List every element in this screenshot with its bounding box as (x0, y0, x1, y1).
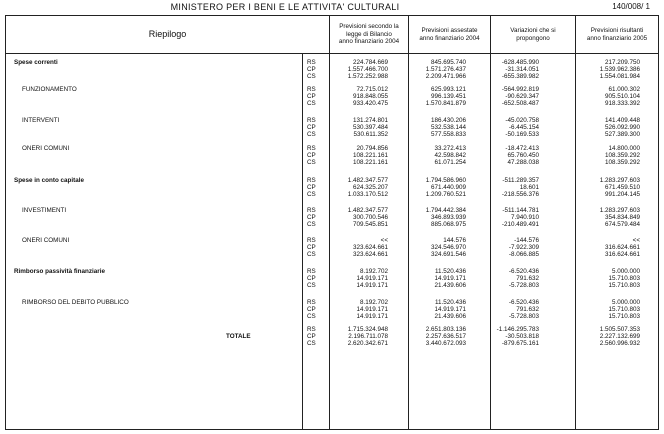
value-previsioni-assestate: 845.695.740 (430, 59, 466, 66)
value-variazioni: -5.728.803 (508, 313, 539, 321)
value-variazioni: -218.556.376 (501, 191, 539, 199)
row-code: CP (307, 124, 316, 132)
row-code: CS (307, 159, 316, 167)
ministry-title: MINISTERO PER I BENI E LE ATTIVITA' CULTURALI (170, 2, 400, 12)
header-prev-line: anno finanziario 2004 (338, 38, 400, 46)
variazioni-column (491, 54, 576, 430)
value-previsioni-risultanti: 1.283.297.603 (599, 177, 640, 184)
value-previsioni-risultanti: 526.092.990 (604, 124, 640, 132)
value-previsioni-assestate: 3.440.672.093 (425, 340, 466, 348)
value-variazioni: -45.020.758 (505, 117, 539, 124)
header-previsioni-legge (330, 16, 409, 54)
row-code: CS (307, 191, 316, 199)
value-previsioni-risultanti: 141.409.448 (604, 117, 640, 124)
section-label: FUNZIONAMENTO (22, 86, 77, 93)
value-previsioni-legge: 8.192.702 (359, 268, 388, 275)
value-previsioni-legge: 1.033.170.512 (347, 191, 388, 199)
value-previsioni-assestate: 324.546.970 (430, 244, 466, 252)
value-previsioni-risultanti: 108.359.292 (604, 152, 640, 160)
row-code: CS (307, 313, 316, 321)
row-code: CS (307, 251, 316, 259)
labels-column (6, 54, 303, 430)
value-previsioni-assestate: 532.538.144 (430, 124, 466, 132)
row-code: CP (307, 152, 316, 160)
value-variazioni: -655.389.982 (501, 73, 539, 81)
row-code: CP (307, 66, 316, 74)
value-previsioni-assestate: 186.430.206 (430, 117, 466, 124)
value-previsioni-risultanti: 2.560.996.932 (599, 340, 640, 348)
value-previsioni-risultanti: 1.554.081.984 (599, 73, 640, 81)
value-previsioni-risultanti: 991.204.145 (604, 191, 640, 199)
value-variazioni: -6.520.436 (508, 299, 539, 306)
row-code: RS (307, 117, 316, 124)
value-variazioni: 7.940.910 (510, 214, 539, 222)
value-variazioni: 65.760.450 (507, 152, 539, 160)
value-previsioni-risultanti: 5.000.000 (611, 268, 640, 275)
value-variazioni: -8.066.885 (508, 251, 539, 259)
value-variazioni: 791.632 (516, 306, 539, 314)
value-previsioni-legge: 1.715.324.948 (347, 326, 388, 333)
row-code: RS (307, 326, 316, 333)
value-variazioni: -210.489.491 (501, 221, 539, 229)
row-code: CS (307, 340, 316, 348)
value-previsioni-risultanti: 354.834.849 (604, 214, 640, 222)
value-variazioni: 791.632 (516, 275, 539, 283)
header-previsioni-risultanti (576, 16, 659, 54)
row-code: RS (307, 299, 316, 306)
value-previsioni-assestate: 11.520.436 (434, 268, 466, 275)
value-previsioni-risultanti: 15.710.803 (608, 306, 640, 314)
row-code: CP (307, 184, 316, 192)
value-variazioni: -6.445.154 (508, 124, 539, 132)
value-previsioni-risultanti: << (632, 237, 640, 244)
row-code: CP (307, 275, 316, 283)
value-variazioni: -6.520.436 (508, 268, 539, 275)
value-variazioni: -652.508.487 (501, 100, 539, 108)
value-variazioni: 18.601 (519, 184, 539, 192)
value-previsioni-legge: 323.624.661 (352, 244, 388, 252)
value-previsioni-risultanti: 1.283.297.603 (599, 207, 640, 214)
budget-table (5, 15, 659, 430)
value-variazioni: -30.503.818 (505, 333, 539, 341)
row-code: RS (307, 86, 316, 93)
value-previsioni-legge: 14.919.171 (356, 275, 388, 283)
previsioni-risultanti-column (576, 54, 659, 430)
value-previsioni-assestate: 1.209.760.521 (425, 191, 466, 199)
header-var-line: propongono (516, 34, 550, 42)
header-ris-line: Previsioni risultanti (590, 27, 644, 34)
value-previsioni-risultanti: 2.227.132.699 (599, 333, 640, 341)
header-riepilogo: Riepilogo (6, 16, 330, 54)
value-variazioni: -7.922.309 (508, 244, 539, 252)
value-variazioni: -1.146.295.783 (496, 326, 539, 333)
row-code: CS (307, 131, 316, 139)
value-previsioni-legge: 2.620.342.671 (347, 340, 388, 348)
value-previsioni-assestate: 2.209.471.966 (425, 73, 466, 81)
value-variazioni: -879.675.161 (501, 340, 539, 348)
value-previsioni-assestate: 61.071.254 (434, 159, 466, 167)
value-previsioni-risultanti: 1.505.507.353 (599, 326, 640, 333)
value-previsioni-assestate: 11.520.436 (434, 299, 466, 306)
value-previsioni-legge: 131.274.801 (352, 117, 388, 124)
section-label: RIMBORSO DEL DEBITO PUBBLICO (22, 299, 129, 306)
section-label: ONERI COMUNI (22, 237, 70, 244)
value-variazioni: -18.472.413 (505, 145, 539, 152)
row-code: RS (307, 237, 316, 244)
section-label: ONERI COMUNI (22, 145, 70, 152)
value-variazioni: -511.144.781 (502, 207, 539, 214)
value-previsioni-risultanti: 918.333.392 (604, 100, 640, 108)
value-previsioni-assestate: 2.257.636.517 (425, 333, 466, 341)
header-var-line: Variazioni che si (510, 27, 556, 34)
section-label: Spese in conto capitale (14, 177, 84, 184)
row-code: CS (307, 221, 316, 229)
row-code: CP (307, 93, 316, 101)
header-previsioni-assestate (409, 16, 491, 54)
value-previsioni-legge: 1.482.347.577 (347, 207, 388, 214)
value-previsioni-assestate: 33.272.413 (434, 145, 466, 152)
value-previsioni-assestate: 625.993.121 (430, 86, 466, 93)
value-variazioni: 47.288.038 (507, 159, 539, 167)
value-variazioni: -511.289.357 (502, 177, 539, 184)
row-code: RS (307, 207, 316, 214)
section-label: INVESTIMENTI (22, 207, 67, 214)
row-code: CS (307, 100, 316, 108)
value-previsioni-assestate: 42.598.842 (434, 152, 466, 160)
value-previsioni-legge: 1.572.252.988 (347, 73, 388, 81)
header-ass-line: anno finanziario 2004 (419, 34, 480, 42)
value-previsioni-legge: 530.397.484 (352, 124, 388, 132)
value-previsioni-legge: 300.700.546 (352, 214, 388, 222)
header-ass-line: Previsioni assestate (421, 27, 478, 34)
row-code: CP (307, 214, 316, 222)
value-previsioni-assestate: 21.439.606 (434, 282, 466, 290)
value-previsioni-assestate: 671.440.909 (430, 184, 466, 192)
row-code: CP (307, 244, 316, 252)
value-variazioni: -5.728.803 (508, 282, 539, 290)
previsioni-assestate-column (409, 54, 491, 430)
header-prev-line: Previsioni secondo la (339, 23, 399, 31)
value-previsioni-legge: 14.919.171 (356, 306, 388, 314)
value-previsioni-assestate: 1.571.276.437 (425, 66, 466, 74)
value-previsioni-assestate: 2.651.803.136 (425, 326, 466, 333)
value-previsioni-legge: 14.919.171 (356, 282, 388, 290)
value-previsioni-risultanti: 527.389.300 (604, 131, 640, 139)
value-previsioni-assestate: 14.919.171 (434, 306, 466, 314)
value-previsioni-assestate: 1.570.841.879 (425, 100, 466, 108)
previsioni-legge-column (330, 54, 409, 430)
header-ris-line: anno finanziario 2005 (586, 34, 648, 42)
value-previsioni-risultanti: 61.000.302 (608, 86, 640, 93)
header-variazioni (491, 16, 576, 54)
value-variazioni: -628.485.990 (501, 59, 539, 66)
row-code: RS (307, 177, 316, 184)
value-previsioni-assestate: 324.691.546 (430, 251, 466, 259)
value-variazioni: -31.314.051 (505, 66, 539, 74)
value-previsioni-risultanti: 14.800.000 (608, 145, 640, 152)
document-code: 140/008/ 1 (612, 2, 650, 11)
value-previsioni-risultanti: 15.710.803 (608, 275, 640, 283)
header-prev-line: legge di Bilancio (346, 30, 392, 38)
value-previsioni-assestate: 1.794.442.384 (425, 207, 466, 214)
value-previsioni-risultanti: 1.539.962.386 (599, 66, 640, 74)
value-previsioni-legge: 1.557.466.700 (347, 66, 388, 74)
value-previsioni-risultanti: 316.624.661 (604, 244, 640, 252)
value-previsioni-risultanti: 316.624.661 (604, 251, 640, 259)
row-code: CS (307, 73, 316, 81)
value-previsioni-assestate: 144.576 (443, 237, 466, 244)
value-previsioni-risultanti: 217.209.750 (604, 59, 640, 66)
value-previsioni-assestate: 885.068.975 (430, 221, 466, 229)
value-previsioni-legge: 530.611.352 (353, 131, 388, 139)
value-previsioni-risultanti: 671.459.510 (604, 184, 640, 192)
value-previsioni-assestate: 996.139.451 (430, 93, 466, 101)
value-previsioni-risultanti: 15.710.803 (608, 282, 640, 290)
row-code: RS (307, 145, 316, 152)
value-previsioni-legge: 8.192.702 (359, 299, 388, 306)
section-label: TOTALE (226, 333, 251, 341)
value-previsioni-risultanti: 674.579.484 (604, 221, 640, 229)
value-previsioni-assestate: 1.794.586.960 (425, 177, 466, 184)
codes-column (303, 54, 330, 430)
value-previsioni-risultanti: 108.359.292 (604, 159, 640, 167)
value-previsioni-legge: 1.482.347.577 (347, 177, 388, 184)
value-variazioni: -90.629.347 (505, 93, 539, 101)
row-code: CS (307, 282, 316, 290)
value-previsioni-assestate: 346.893.939 (430, 214, 466, 222)
row-code: CP (307, 333, 316, 341)
value-previsioni-risultanti: 905.510.104 (604, 93, 640, 101)
value-previsioni-risultanti: 5.000.000 (611, 299, 640, 306)
value-variazioni: -50.169.533 (505, 131, 539, 139)
row-code: RS (307, 268, 316, 275)
value-previsioni-legge: 14.919.171 (356, 313, 388, 321)
value-previsioni-assestate: 21.439.606 (434, 313, 466, 321)
value-previsioni-legge: 72.715.012 (356, 86, 388, 93)
value-previsioni-risultanti: 15.710.803 (608, 313, 640, 321)
value-previsioni-legge: << (380, 237, 388, 244)
value-previsioni-legge: 709.545.851 (352, 221, 388, 229)
row-code: RS (307, 59, 316, 66)
value-previsioni-assestate: 14.919.171 (434, 275, 466, 283)
value-variazioni: -564.992.819 (501, 86, 539, 93)
value-previsioni-assestate: 577.558.833 (430, 131, 466, 139)
section-label: Spese correnti (14, 59, 58, 66)
value-previsioni-legge: 933.420.475 (352, 100, 388, 108)
value-previsioni-legge: 108.221.161 (352, 159, 388, 167)
value-previsioni-legge: 108.221.161 (352, 152, 388, 160)
value-previsioni-legge: 624.325.207 (352, 184, 388, 192)
value-variazioni: -144.576 (514, 237, 539, 244)
value-previsioni-legge: 323.624.661 (352, 251, 388, 259)
section-label: Rimborso passività finanziarie (14, 268, 105, 275)
row-code: CP (307, 306, 316, 314)
value-previsioni-legge: 918.848.055 (352, 93, 388, 101)
value-previsioni-legge: 224.784.669 (352, 59, 388, 66)
value-previsioni-legge: 2.196.711.078 (348, 333, 388, 341)
value-previsioni-legge: 20.794.856 (356, 145, 388, 152)
section-label: INTERVENTI (22, 117, 60, 124)
